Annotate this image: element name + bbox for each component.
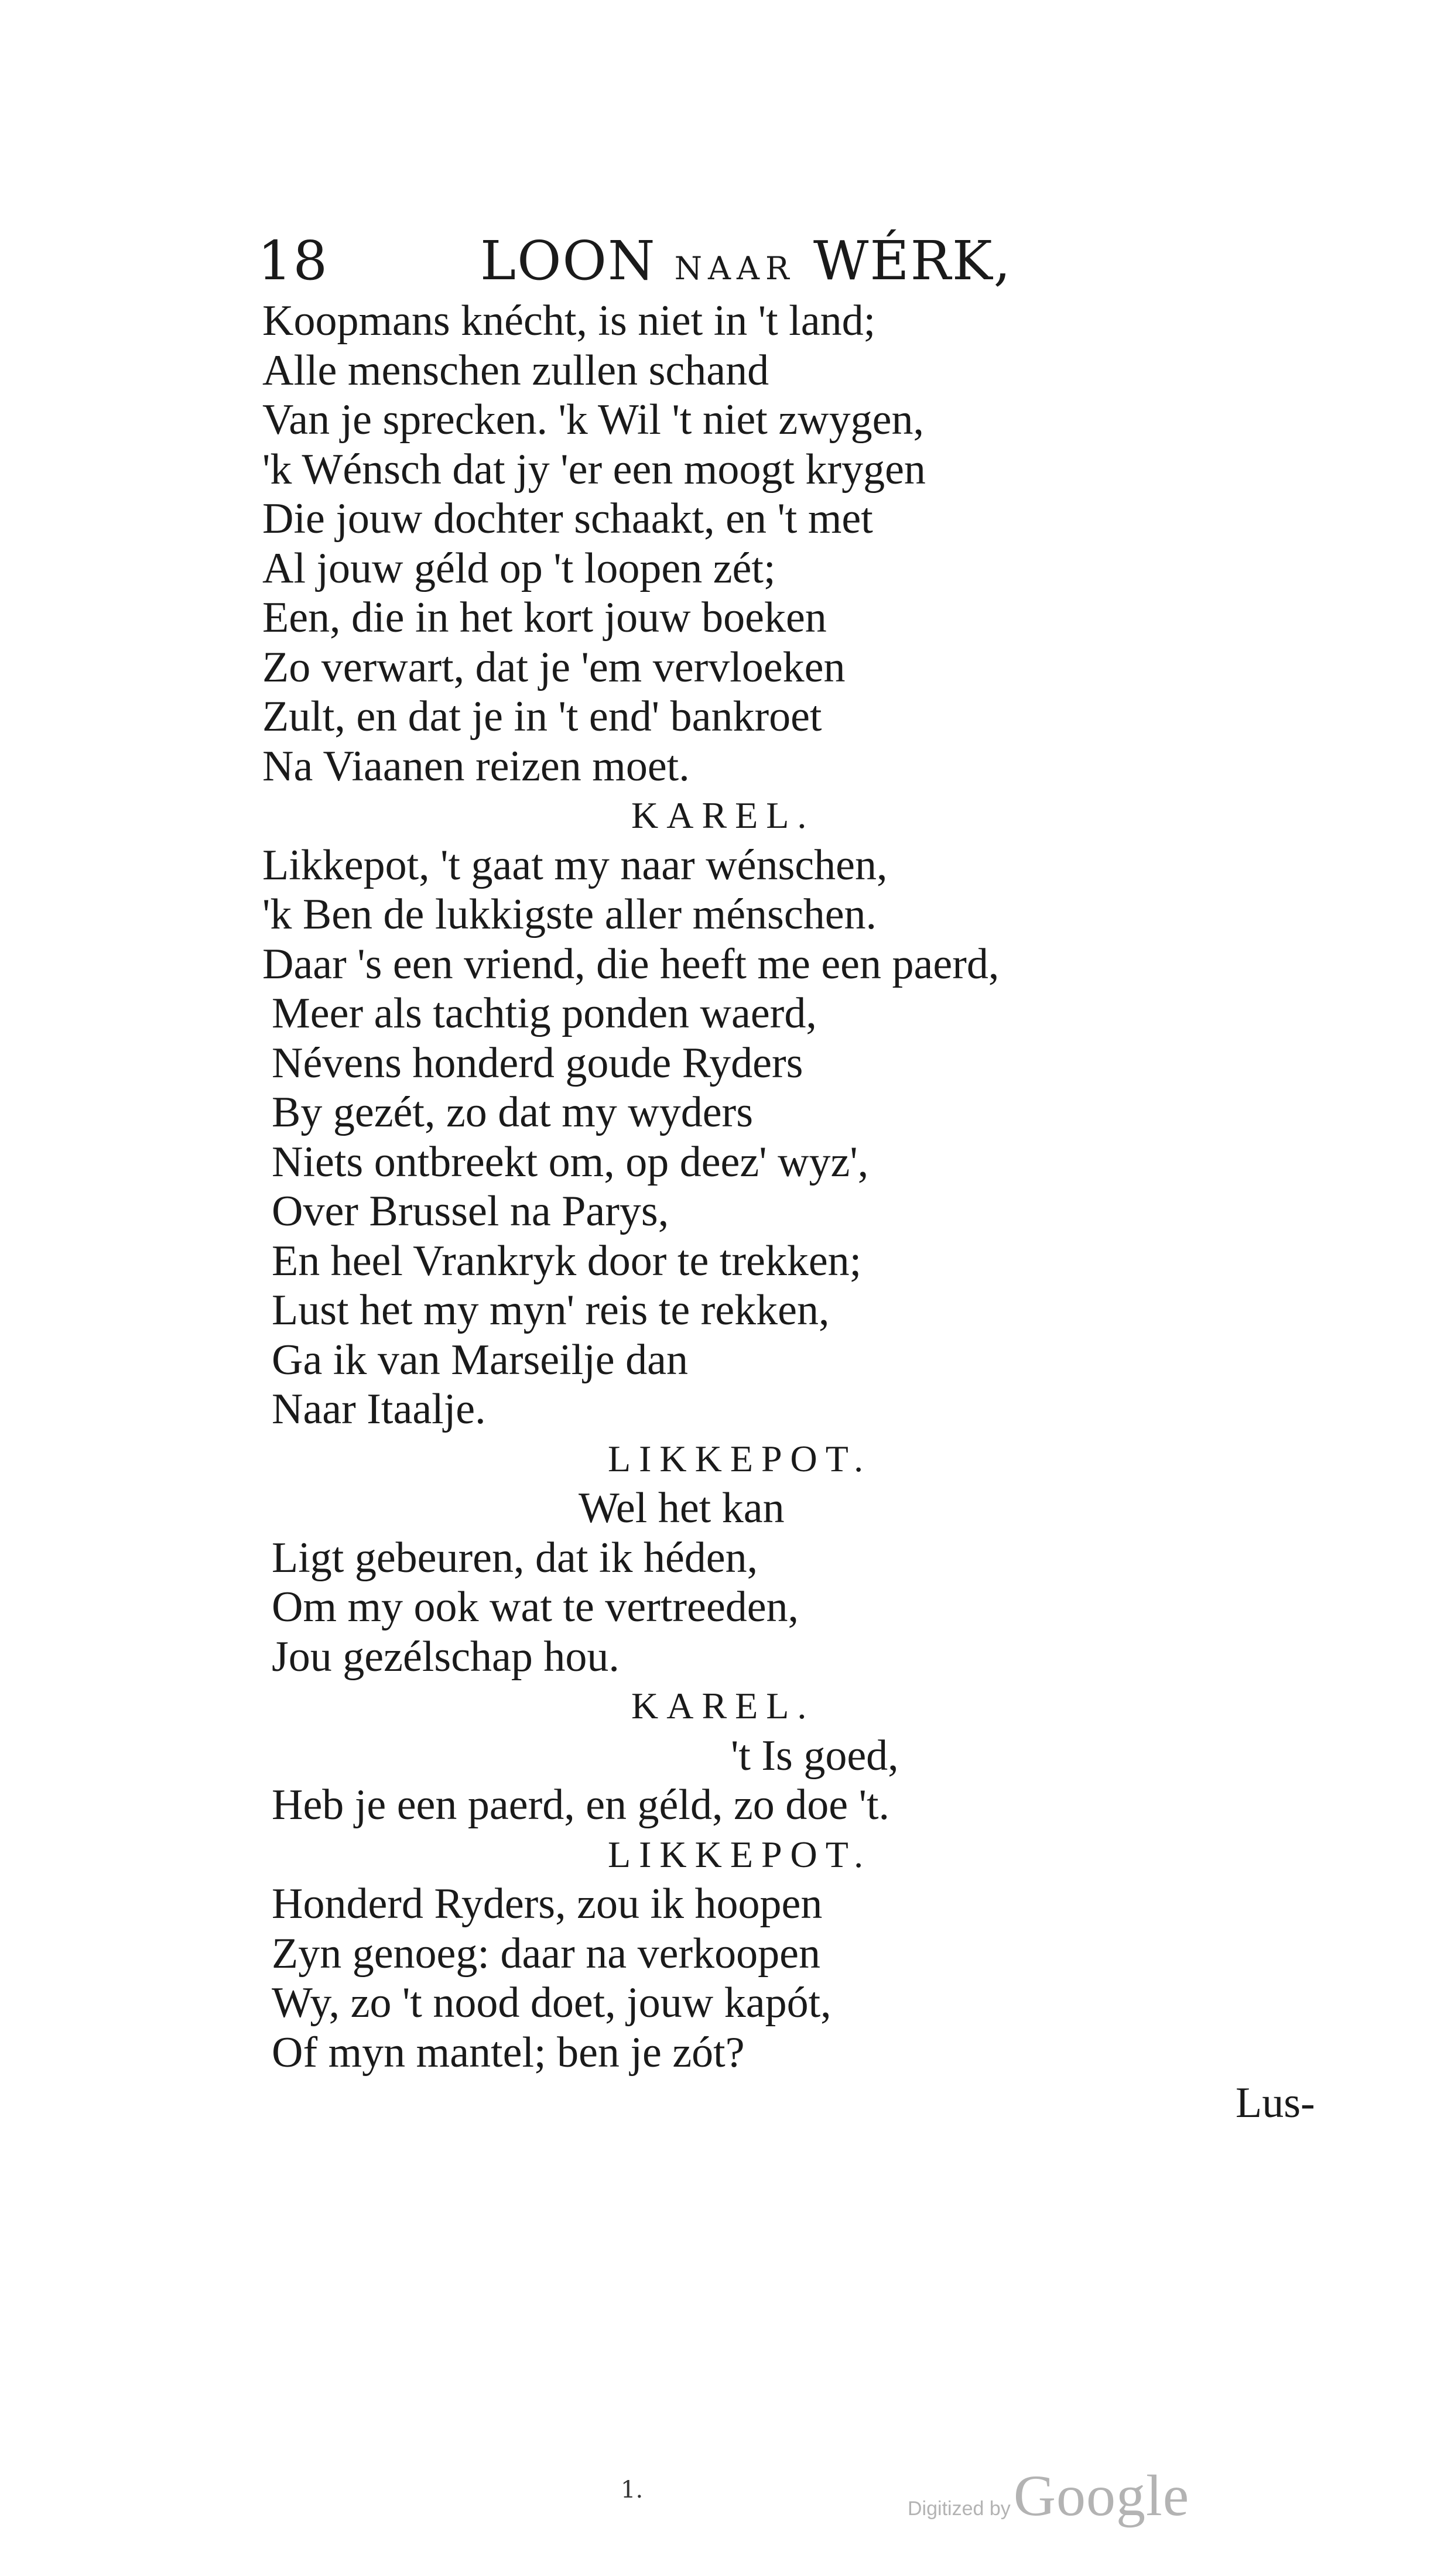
speaker-heading: LIKKEPOT.: [608, 1437, 872, 1479]
verse-line: Om my ook wat te vertreeden,: [272, 1583, 799, 1631]
verse-line: En heel Vrankryk door te trekken;: [272, 1236, 862, 1285]
title-word-naar: NAAR: [674, 250, 795, 287]
verse-line: Over Brussel na Parys,: [272, 1187, 669, 1235]
verse-line: Lust het my myn' reis te rekken,: [272, 1286, 830, 1334]
verse-line: 'k Ben de lukkigste aller ménschen.: [262, 890, 877, 938]
verse-line: Of myn mantel; ben je zót?: [272, 2028, 745, 2077]
verse-line: Al jouw géld op 't loopen zét;: [262, 544, 776, 592]
verse-line: Van je sprecken. 'k Wil 't niet zwygen,: [262, 396, 924, 444]
verse-line: 't Is goed,: [731, 1731, 899, 1780]
page-number: 18: [258, 229, 329, 292]
speaker-heading: KAREL.: [631, 1685, 815, 1727]
verse-line: Die jouw dochter schaakt, en 't met: [262, 495, 873, 543]
verse-line: Honderd Ryders, zou ik hoopen: [272, 1880, 823, 1928]
verse-line: Na Viaanen reizen moet.: [262, 742, 690, 790]
verse-line: By gezét, zo dat my wyders: [272, 1088, 753, 1136]
watermark-caption: Digitized by: [908, 2498, 1011, 2520]
verse-block: [262, 296, 1258, 2077]
digitization-watermark: [908, 2462, 1189, 2526]
verse-line: 'k Wénsch dat jy 'er een moogt krygen: [262, 445, 926, 494]
watermark-brand: Google: [1013, 2463, 1190, 2528]
title-word-werk: WÉRK,: [813, 229, 1012, 292]
verse-line: Likkepot, 't gaat my naar wénschen,: [262, 841, 888, 889]
verse-line: Koopmans knécht, is niet in 't land;: [262, 297, 876, 345]
verse-line: Ga ik van Marseilje dan: [272, 1335, 688, 1384]
verse-line: Ligt gebeuren, dat ik héden,: [272, 1533, 758, 1582]
verse-line: Een, die in het kort jouw boeken: [262, 594, 827, 642]
verse-line: Zyn genoeg: daar na verkoopen: [272, 1929, 820, 1978]
title-word-loon: LOON: [480, 229, 656, 292]
speaker-heading: KAREL.: [631, 794, 815, 836]
running-header: [258, 229, 1136, 300]
signature-mark: 1.: [621, 2476, 644, 2503]
verse-line: Wy, zo 't nood doet, jouw kapót,: [272, 1979, 832, 2027]
verse-line: Meer als tachtig ponden waerd,: [272, 989, 817, 1037]
verse-line: Névens honderd goude Ryders: [272, 1039, 803, 1087]
speaker-heading: LIKKEPOT.: [608, 1833, 872, 1875]
verse-line: Zult, en dat je in 't end' bankroet: [262, 693, 822, 741]
catchword: Lus-: [1236, 2079, 1315, 2127]
verse-line: Jou gezélschap hou.: [272, 1632, 620, 1681]
verse-line: Naar Itaalje.: [272, 1385, 486, 1433]
verse-line: Wel het kan: [579, 1484, 785, 1532]
verse-line: Alle menschen zullen schand: [262, 346, 769, 395]
verse-line: Heb je een paerd, en géld, zo doe 't.: [272, 1781, 890, 1829]
verse-line: Daar 's een vriend, die heeft me een paerd,: [262, 940, 1000, 988]
verse-line: Niets ontbreekt om, op deez' wyz',: [272, 1138, 869, 1186]
running-title: [480, 229, 1012, 292]
verse-line: Zo verwart, dat je 'em vervloeken: [262, 643, 846, 691]
